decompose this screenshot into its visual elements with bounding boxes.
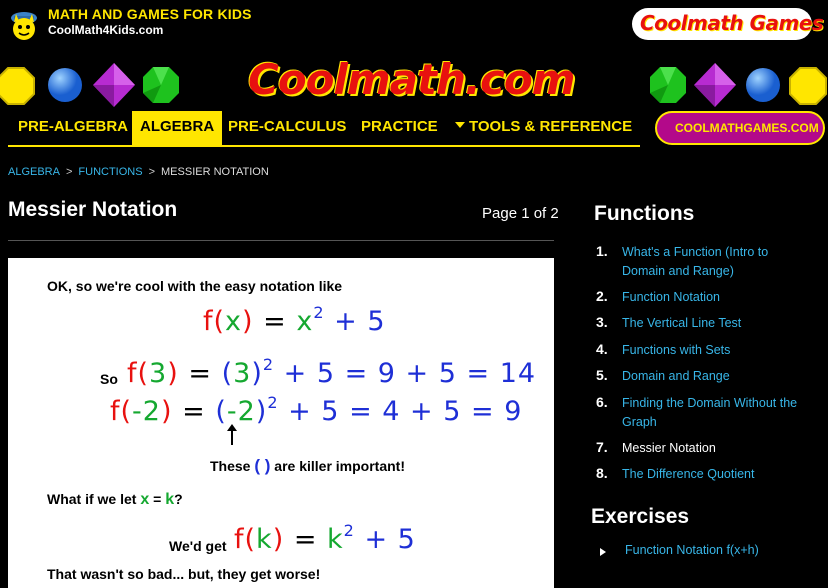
what-if-q: ? [174,491,183,507]
nav-algebra[interactable]: ALGEBRA [132,111,222,145]
kids-site-url[interactable]: CoolMath4Kids.com [48,23,164,37]
sidebar-item-label: The Difference Quotient [622,467,755,481]
breadcrumb-functions[interactable]: FUNCTIONS [78,166,143,178]
what-if-x: x [140,491,150,508]
purple-diamond-icon [92,62,136,113]
list-number: 5. [596,367,608,383]
lesson-content [8,258,554,588]
coolmathgames-button[interactable]: COOLMATHGAMES.COM [655,111,825,145]
main-nav [8,111,640,147]
breadcrumb-separator: > [65,166,73,178]
equation-f-neg2: $f(-2) = (-2)^2 + 5 = 4 + 5 = 9$ [110,393,523,427]
coolmath-games-logo[interactable] [632,8,824,40]
list-number: 8. [596,465,608,481]
intro-text: OK, so we're cool with the easy notation like [47,278,343,294]
sidebar-item-label: What's a Function (Intro to Domain and Range) [622,245,769,278]
blue-sphere-icon [745,67,781,108]
what-if-eq: = [153,491,162,507]
list-number: 1. [596,243,608,259]
list-number: 2. [596,288,608,304]
sidebar-exercises-title: Exercises [591,505,690,528]
list-number: 6. [596,394,608,410]
what-if-text [47,491,183,509]
coolmath-games-logo-text: Coolmath Games [640,11,824,35]
breadcrumb-separator: > [148,166,156,178]
nav-pre-algebra[interactable]: PRE-ALGEBRA [18,118,129,135]
exercise-item-label: Function Notation f(x+h) [625,543,759,557]
sidebar-item-label: The Vertical Line Test [622,316,742,330]
worse-text: That wasn't so bad... but, they get worse! [47,566,321,582]
what-if-k: k [165,491,175,508]
breadcrumb [8,166,269,178]
nav-practice[interactable]: PRACTICE [361,118,438,135]
page-title: Messier Notation [8,198,178,221]
list-number: 3. [596,314,608,330]
kids-site-title[interactable]: MATH AND GAMES FOR KIDS [48,6,252,22]
blue-sphere-icon [47,67,83,108]
nav-tools-reference-label: TOOLS & REFERENCE [469,118,633,135]
sidebar-item-label: Functions with Sets [622,343,731,357]
important-note-post: are killer important! [274,458,405,474]
equation-basic: $f(x) = x^2 + 5$ [203,303,386,337]
so-label: So [100,371,118,387]
list-number: 7. [596,439,608,455]
green-gem-icon [649,66,687,109]
sidebar-functions-title: Functions [594,202,695,225]
list-number: 4. [596,341,608,357]
equation-fk: $f(k) = k^2 + 5$ [234,521,416,555]
important-note [210,456,405,476]
important-note-parens: ( ) [254,456,271,475]
sidebar-item-label: Messier Notation [622,441,716,455]
play-triangle-icon [600,548,606,556]
coolmath-logo[interactable]: Coolmath.com [248,55,575,104]
up-arrow-icon [231,430,233,445]
sidebar-item-label: Finding the Domain Without the Graph [622,396,798,429]
purple-diamond-icon [693,62,737,113]
breadcrumb-current: MESSIER NOTATION [161,166,269,178]
nav-tools-reference[interactable] [447,111,640,145]
equation-f3: $f(3) = (3)^2 + 5 = 9 + 5 = 14$ [127,355,537,389]
wed-get-label: We'd get [169,538,227,554]
yellow-octagon-icon [788,66,828,111]
sidebar-item-label: Function Notation [622,290,720,304]
nav-pre-calculus[interactable]: PRE-CALCULUS [228,118,347,135]
title-divider [8,240,554,241]
page-count: Page 1 of 2 [482,205,559,222]
important-note-pre: These [210,458,251,474]
what-if-pre: What if we let [47,491,137,507]
coolmath4kids-logo-icon[interactable] [6,6,42,42]
sidebar-item-label: Domain and Range [622,369,730,383]
dropdown-triangle-icon [455,122,465,128]
green-gem-icon [142,66,180,109]
yellow-octagon-icon [0,66,36,111]
breadcrumb-algebra[interactable]: ALGEBRA [8,166,60,178]
